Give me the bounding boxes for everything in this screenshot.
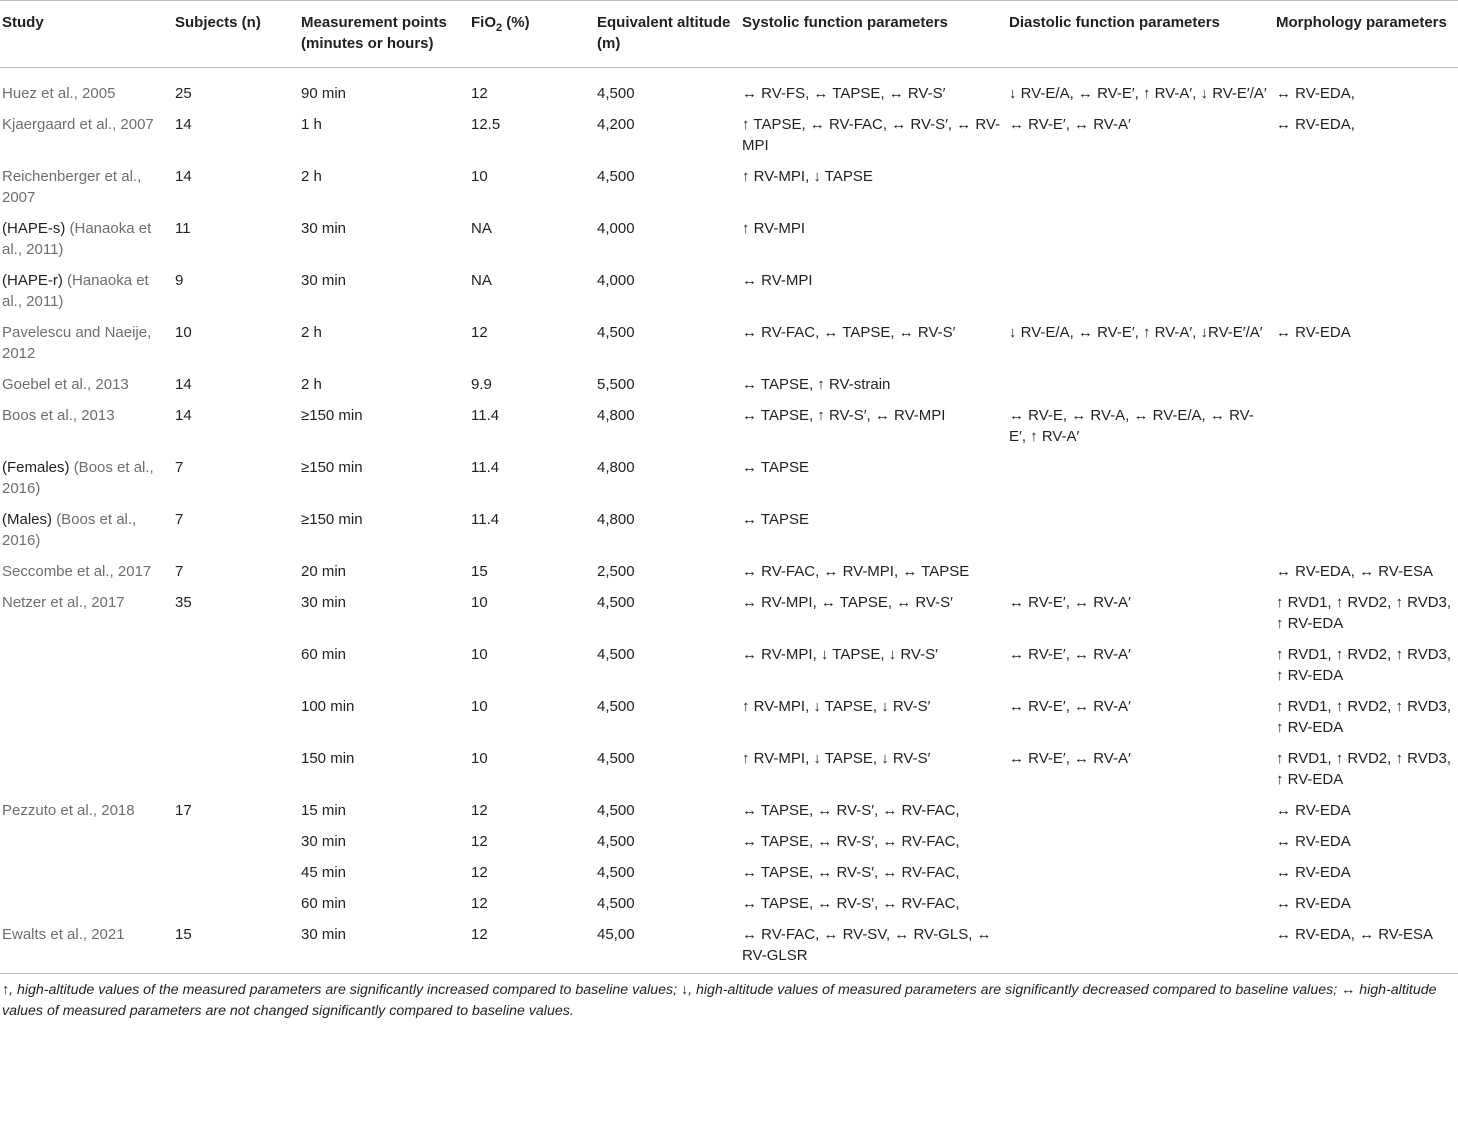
cell-morphology: ↔ RV-EDA, bbox=[1276, 85, 1355, 102]
cell-morphology: ↑ RVD1, ↑ RVD2, ↑ RVD3, ↑ RV-EDA bbox=[1276, 698, 1452, 736]
study-citation: Boos et al., 2013 bbox=[2, 407, 115, 424]
cell-measurement: 30 min bbox=[301, 833, 347, 850]
cell-measurement: 30 min bbox=[301, 594, 347, 611]
header-fio2-suffix: (%) bbox=[502, 14, 530, 31]
increase-arrow-icon: ↑ bbox=[2, 982, 10, 998]
cell-study bbox=[0, 317, 171, 369]
cell-measurement: 150 min bbox=[301, 750, 355, 767]
cell-fio2: 10 bbox=[471, 594, 488, 611]
cell-diastolic: ↓ RV-E/A, ↔ RV-E′, ↑ RV-A′, ↓RV-E′/A′ bbox=[1009, 324, 1263, 341]
study-group-label: (HAPE-r) bbox=[2, 272, 63, 289]
cell-fio2: 10 bbox=[471, 750, 488, 767]
footnote-decrease-text: , high-altitude values of measured parameters are significantly decreased compared to baseline values; bbox=[688, 982, 1342, 998]
study-group-label: (Females) bbox=[2, 459, 70, 476]
cell-systolic: ↔ RV-MPI, ↓ TAPSE, ↓ RV-S′ bbox=[742, 646, 938, 663]
cell-fio2: 11.4 bbox=[471, 459, 500, 476]
study-citation: Reichenberger et al., 2007 bbox=[2, 168, 142, 206]
table-header bbox=[0, 1, 1458, 68]
cell-diastolic: ↔ RV-E′, ↔ RV-A′ bbox=[1009, 116, 1131, 133]
cell-diastolic bbox=[1005, 369, 1272, 400]
cell-subjects: 11 bbox=[175, 220, 191, 237]
table-row bbox=[0, 826, 1458, 857]
cell-study bbox=[0, 504, 171, 556]
cell-study bbox=[0, 68, 171, 110]
cell-altitude: 4,500 bbox=[597, 802, 635, 819]
cell-morphology: ↔ RV-EDA, ↔ RV-ESA bbox=[1276, 563, 1433, 580]
study-group-label: (Males) bbox=[2, 511, 53, 528]
study-citation: Goebel et al., 2013 bbox=[2, 376, 129, 393]
cell-morphology: ↑ RVD1, ↑ RVD2, ↑ RVD3, ↑ RV-EDA bbox=[1276, 646, 1452, 684]
cell-fio2: 12 bbox=[471, 833, 488, 850]
cell-fio2: 12 bbox=[471, 324, 488, 341]
cell-altitude: 4,200 bbox=[597, 116, 635, 133]
cell-study bbox=[0, 161, 171, 213]
cell-diastolic bbox=[1005, 504, 1272, 556]
table-row bbox=[0, 857, 1458, 888]
cell-systolic: ↑ TAPSE, ↔ RV-FAC, ↔ RV-S′, ↔ RV-MPI bbox=[742, 116, 1001, 154]
cell-study bbox=[0, 369, 171, 400]
cell-subjects bbox=[171, 826, 297, 857]
header-study: Study bbox=[0, 1, 171, 68]
cell-study bbox=[0, 213, 171, 265]
cell-systolic: ↔ TAPSE, ↑ RV-S′, ↔ RV-MPI bbox=[742, 407, 946, 424]
cell-altitude: 4,500 bbox=[597, 698, 635, 715]
cell-altitude: 4,500 bbox=[597, 864, 635, 881]
cell-fio2: 12.5 bbox=[471, 116, 501, 133]
cell-study bbox=[0, 795, 171, 826]
study-citation: Huez et al., 2005 bbox=[2, 85, 116, 102]
study-citation: (Boos et al., 2016) bbox=[2, 459, 154, 497]
cell-subjects: 14 bbox=[175, 376, 192, 393]
cell-diastolic bbox=[1005, 452, 1272, 504]
study-citation: Seccombe et al., 2017 bbox=[2, 563, 152, 580]
cell-fio2: 10 bbox=[471, 168, 488, 185]
header-diastolic: Diastolic function parameters bbox=[1005, 1, 1272, 68]
header-systolic: Systolic function parameters bbox=[738, 1, 1005, 68]
cell-systolic: ↔ TAPSE, ↑ RV-strain bbox=[742, 376, 891, 393]
cell-morphology: ↔ RV-EDA bbox=[1276, 802, 1351, 819]
cell-study bbox=[0, 452, 171, 504]
cell-fio2: 10 bbox=[471, 646, 488, 663]
footnote-increase-text: , high-altitude values of the measured parameters are significantly increased compared to baseline values; bbox=[9, 982, 682, 998]
table-footnote bbox=[0, 973, 1458, 1022]
cell-diastolic bbox=[1005, 857, 1272, 888]
cell-altitude: 4,500 bbox=[597, 895, 635, 912]
cell-fio2: 10 bbox=[471, 698, 488, 715]
cell-systolic: ↔ TAPSE, ↔ RV-S′, ↔ RV-FAC, bbox=[742, 895, 960, 912]
cell-systolic: ↔ TAPSE, ↔ RV-S′, ↔ RV-FAC, bbox=[742, 864, 960, 881]
cell-fio2: NA bbox=[471, 220, 492, 237]
cell-measurement: 30 min bbox=[301, 220, 347, 237]
table-row bbox=[0, 919, 1458, 973]
cell-subjects: 7 bbox=[175, 511, 184, 528]
cell-systolic: ↔ TAPSE, ↔ RV-S′, ↔ RV-FAC, bbox=[742, 833, 960, 850]
cell-measurement: 2 h bbox=[301, 168, 322, 185]
cell-diastolic bbox=[1005, 919, 1272, 973]
study-citation: (Hanaoka et al., 2011) bbox=[2, 272, 149, 310]
cell-study bbox=[0, 919, 171, 973]
cell-morphology bbox=[1272, 213, 1458, 265]
cell-subjects bbox=[171, 857, 297, 888]
cell-altitude: 4,500 bbox=[597, 646, 635, 663]
cell-measurement: 2 h bbox=[301, 376, 322, 393]
cell-fio2: 9.9 bbox=[471, 376, 492, 393]
cell-systolic: ↔ TAPSE bbox=[742, 511, 809, 528]
cell-fio2: 11.4 bbox=[471, 511, 500, 528]
cell-subjects: 10 bbox=[175, 324, 192, 341]
cell-diastolic: ↔ RV-E′, ↔ RV-A′ bbox=[1009, 750, 1131, 767]
table-row bbox=[0, 795, 1458, 826]
cell-systolic: ↑ RV-MPI, ↓ TAPSE, ↓ RV-S′ bbox=[742, 698, 931, 715]
table-row bbox=[0, 888, 1458, 919]
header-fio2-sub: 2 bbox=[496, 22, 503, 34]
cell-study bbox=[0, 265, 171, 317]
cell-altitude: 4,800 bbox=[597, 459, 635, 476]
cell-measurement: ≥150 min bbox=[301, 459, 363, 476]
cell-fio2: 12 bbox=[471, 926, 488, 943]
cell-measurement: ≥150 min bbox=[301, 511, 363, 528]
cell-systolic: ↑ RV-MPI, ↓ TAPSE, ↓ RV-S′ bbox=[742, 750, 931, 767]
table-row bbox=[0, 504, 1458, 556]
cell-subjects: 7 bbox=[175, 459, 184, 476]
table-row bbox=[0, 639, 1458, 691]
study-citation: Pezzuto et al., 2018 bbox=[2, 802, 135, 819]
cell-diastolic bbox=[1005, 161, 1272, 213]
cell-altitude: 4,500 bbox=[597, 324, 635, 341]
cell-fio2: 12 bbox=[471, 85, 488, 102]
cell-altitude: 4,000 bbox=[597, 272, 635, 289]
cell-diastolic bbox=[1005, 265, 1272, 317]
table-body bbox=[0, 68, 1458, 974]
cell-measurement: 90 min bbox=[301, 85, 347, 102]
cell-morphology bbox=[1272, 504, 1458, 556]
cell-diastolic bbox=[1005, 826, 1272, 857]
cell-measurement: 15 min bbox=[301, 802, 347, 819]
cell-morphology: ↑ RVD1, ↑ RVD2, ↑ RVD3, ↑ RV-EDA bbox=[1276, 750, 1452, 788]
cell-diastolic bbox=[1005, 556, 1272, 587]
cell-altitude: 4,500 bbox=[597, 833, 635, 850]
cell-morphology: ↔ RV-EDA bbox=[1276, 864, 1351, 881]
header-measurement: Measurement points (minutes or hours) bbox=[297, 1, 467, 68]
study-citation: Ewalts et al., 2021 bbox=[2, 926, 125, 943]
cell-study bbox=[0, 743, 171, 795]
cell-subjects bbox=[171, 888, 297, 919]
study-group-label: (HAPE-s) bbox=[2, 220, 66, 237]
cell-study bbox=[0, 888, 171, 919]
cell-systolic: ↔ TAPSE, ↔ RV-S′, ↔ RV-FAC, bbox=[742, 802, 960, 819]
cell-altitude: 4,500 bbox=[597, 85, 635, 102]
cell-morphology: ↔ RV-EDA bbox=[1276, 324, 1351, 341]
header-subjects: Subjects (n) bbox=[171, 1, 297, 68]
cell-fio2: 12 bbox=[471, 802, 488, 819]
cell-fio2: 15 bbox=[471, 563, 488, 580]
cell-systolic: ↔ RV-MPI, ↔ TAPSE, ↔ RV-S′ bbox=[742, 594, 953, 611]
table-row bbox=[0, 68, 1458, 110]
unchanged-arrow-icon: ↔ bbox=[1341, 982, 1356, 998]
table-row bbox=[0, 556, 1458, 587]
cell-diastolic bbox=[1005, 795, 1272, 826]
cell-altitude: 2,500 bbox=[597, 563, 635, 580]
cell-study bbox=[0, 400, 171, 452]
cell-subjects bbox=[171, 639, 297, 691]
cell-systolic: ↔ RV-FAC, ↔ RV-SV, ↔ RV-GLS, ↔ RV-GLSR bbox=[742, 926, 992, 964]
cell-morphology: ↔ RV-EDA bbox=[1276, 833, 1351, 850]
table-row bbox=[0, 213, 1458, 265]
cell-systolic: ↔ RV-MPI bbox=[742, 272, 813, 289]
cell-morphology: ↔ RV-EDA, ↔ RV-ESA bbox=[1276, 926, 1433, 943]
cell-subjects: 9 bbox=[175, 272, 184, 289]
study-citation: Pavelescu and Naeije, 2012 bbox=[2, 324, 152, 362]
table-row bbox=[0, 587, 1458, 639]
cell-study bbox=[0, 691, 171, 743]
study-citation: (Hanaoka et al., 2011) bbox=[2, 220, 152, 258]
header-fio2-prefix: FiO bbox=[471, 14, 496, 31]
footnote-unchanged-text: high-altitude values of measured parameters are not changed significantly compared to baseline values. bbox=[2, 982, 1437, 1019]
cell-diastolic bbox=[1005, 888, 1272, 919]
cell-subjects bbox=[171, 743, 297, 795]
cell-altitude: 4,800 bbox=[597, 511, 635, 528]
table-row bbox=[0, 265, 1458, 317]
cell-morphology: ↔ RV-EDA bbox=[1276, 895, 1351, 912]
cell-subjects: 14 bbox=[175, 407, 192, 424]
cell-study bbox=[0, 826, 171, 857]
cell-altitude: 4,000 bbox=[597, 220, 635, 237]
cell-morphology bbox=[1272, 369, 1458, 400]
cell-measurement: 60 min bbox=[301, 895, 347, 912]
cell-morphology bbox=[1272, 265, 1458, 317]
cell-subjects: 14 bbox=[175, 168, 192, 185]
cell-subjects bbox=[171, 691, 297, 743]
cell-study bbox=[0, 587, 171, 639]
cell-subjects: 17 bbox=[175, 802, 192, 819]
cell-systolic: ↔ RV-FS, ↔ TAPSE, ↔ RV-S′ bbox=[742, 85, 946, 102]
cell-systolic: ↔ RV-FAC, ↔ TAPSE, ↔ RV-S′ bbox=[742, 324, 956, 341]
cell-morphology: ↑ RVD1, ↑ RVD2, ↑ RVD3, ↑ RV-EDA bbox=[1276, 594, 1452, 632]
cell-study bbox=[0, 639, 171, 691]
cell-subjects: 25 bbox=[175, 85, 192, 102]
cell-altitude: 4,500 bbox=[597, 594, 635, 611]
table-row bbox=[0, 400, 1458, 452]
cell-systolic: ↔ TAPSE bbox=[742, 459, 809, 476]
cell-measurement: 1 h bbox=[301, 116, 322, 133]
cell-fio2: 12 bbox=[471, 864, 488, 881]
cell-measurement: 20 min bbox=[301, 563, 347, 580]
cell-study bbox=[0, 556, 171, 587]
decrease-arrow-icon: ↓ bbox=[681, 982, 689, 998]
cell-morphology bbox=[1272, 161, 1458, 213]
cell-subjects: 7 bbox=[175, 563, 184, 580]
cell-measurement: 30 min bbox=[301, 272, 347, 289]
cell-fio2: 12 bbox=[471, 895, 488, 912]
cell-measurement: ≥150 min bbox=[301, 407, 363, 424]
table-row bbox=[0, 161, 1458, 213]
cell-measurement: 100 min bbox=[301, 698, 355, 715]
cell-diastolic: ↔ RV-E, ↔ RV-A, ↔ RV-E/A, ↔ RV-E′, ↑ RV-A′ bbox=[1009, 407, 1254, 445]
cell-altitude: 45,00 bbox=[597, 926, 635, 943]
table-row bbox=[0, 109, 1458, 161]
table-row bbox=[0, 691, 1458, 743]
cell-subjects: 14 bbox=[175, 116, 192, 133]
table-row bbox=[0, 369, 1458, 400]
cell-altitude: 5,500 bbox=[597, 376, 635, 393]
table-row bbox=[0, 743, 1458, 795]
cell-morphology: ↔ RV-EDA, bbox=[1276, 116, 1355, 133]
cell-diastolic bbox=[1005, 213, 1272, 265]
cell-study bbox=[0, 857, 171, 888]
cell-diastolic: ↔ RV-E′, ↔ RV-A′ bbox=[1009, 698, 1131, 715]
table-row bbox=[0, 452, 1458, 504]
cell-systolic: ↑ RV-MPI bbox=[742, 220, 806, 237]
study-citation: (Boos et al., 2016) bbox=[2, 511, 137, 549]
study-citation: Netzer et al., 2017 bbox=[2, 594, 125, 611]
cell-measurement: 45 min bbox=[301, 864, 347, 881]
cell-morphology bbox=[1272, 452, 1458, 504]
cell-measurement: 30 min bbox=[301, 926, 347, 943]
cell-diastolic: ↔ RV-E′, ↔ RV-A′ bbox=[1009, 646, 1131, 663]
table-row bbox=[0, 317, 1458, 369]
cell-systolic: ↑ RV-MPI, ↓ TAPSE bbox=[742, 168, 873, 185]
header-fio2 bbox=[467, 1, 593, 68]
cell-subjects: 15 bbox=[175, 926, 192, 943]
study-citation: Kjaergaard et al., 2007 bbox=[2, 116, 154, 133]
header-altitude: Equivalent altitude (m) bbox=[593, 1, 738, 68]
cell-systolic: ↔ RV-FAC, ↔ RV-MPI, ↔ TAPSE bbox=[742, 563, 970, 580]
cell-measurement: 2 h bbox=[301, 324, 322, 341]
cell-measurement: 60 min bbox=[301, 646, 347, 663]
cell-morphology bbox=[1272, 400, 1458, 452]
cell-study bbox=[0, 109, 171, 161]
cell-altitude: 4,800 bbox=[597, 407, 635, 424]
header-morphology: Morphology parameters bbox=[1272, 1, 1458, 68]
cell-diastolic: ↓ RV-E/A, ↔ RV-E′, ↑ RV-A′, ↓ RV-E′/A′ bbox=[1009, 85, 1267, 102]
cell-altitude: 4,500 bbox=[597, 168, 635, 185]
cell-altitude: 4,500 bbox=[597, 750, 635, 767]
cell-subjects: 35 bbox=[175, 594, 192, 611]
cell-fio2: NA bbox=[471, 272, 492, 289]
cell-diastolic: ↔ RV-E′, ↔ RV-A′ bbox=[1009, 594, 1131, 611]
cell-fio2: 11.4 bbox=[471, 407, 500, 424]
